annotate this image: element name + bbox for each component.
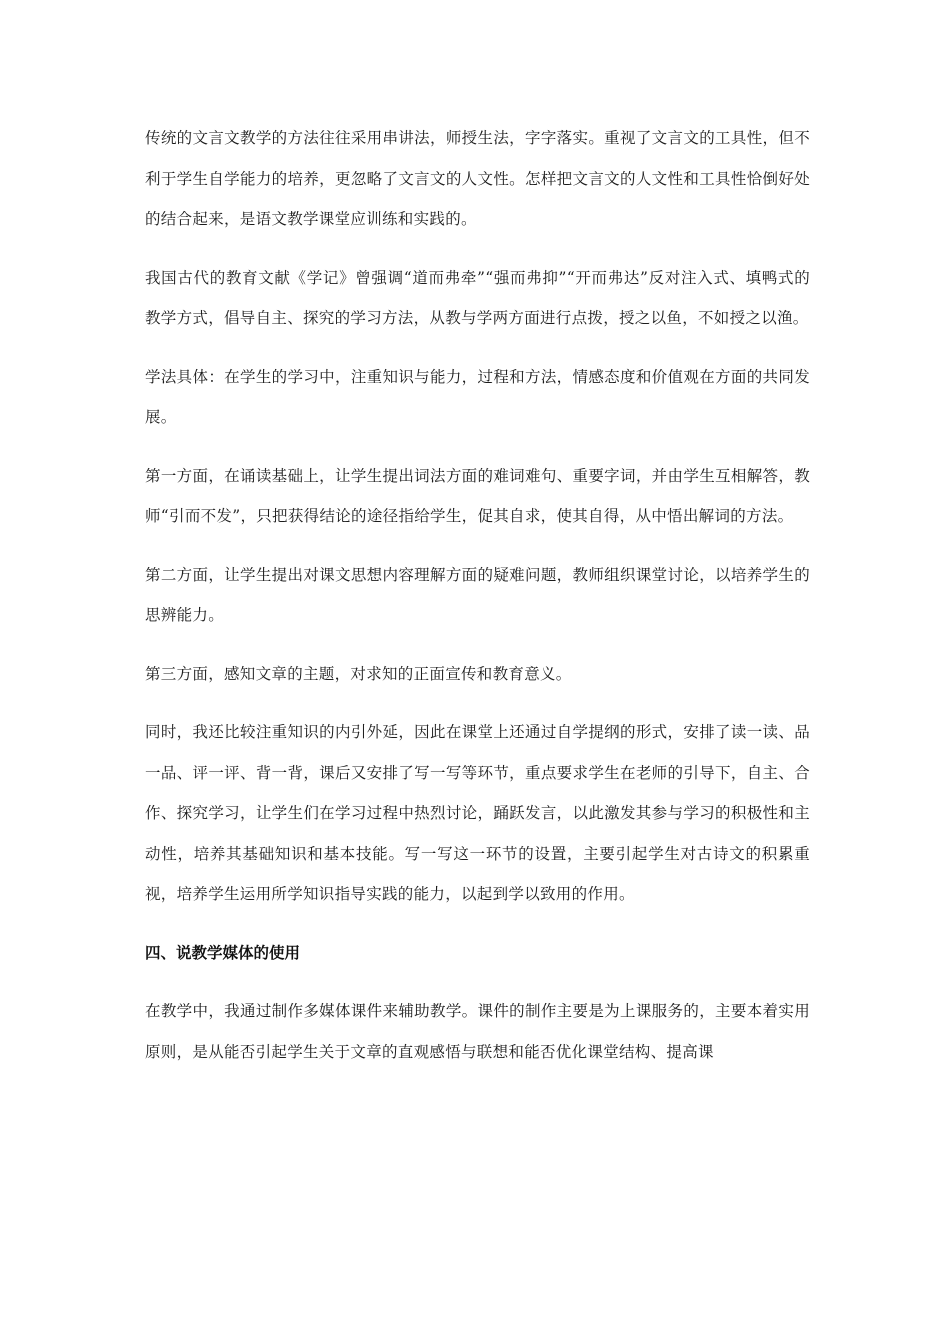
paragraph-multimedia: 在教学中，我通过制作多媒体课件来辅助教学。课件的制作主要是为上课服务的，主要本着实用原则，是从能否引起学生关于文章的直观感悟与联想和能否优化课堂结构、提高课 <box>145 1002 810 1061</box>
paragraph-second-aspect: 第二方面，让学生提出对课文思想内容理解方面的疑难问题，教师组织课堂讨论，以培养学生的思辨能力。 <box>145 565 810 624</box>
paragraph-first-aspect: 第一方面，在诵读基础上，让学生提出词法方面的难词难句、重要字词，并由学生互相解答，教师“引而不发”，只把获得结论的途径指给学生，促其自求，使其自得，从中悟出解词的方法。 <box>145 466 810 525</box>
document-body <box>145 118 810 1090</box>
section-heading-media: 四、说教学媒体的使用 <box>145 943 301 962</box>
paragraph-study-method: 学法具体：在学生的学习中，注重知识与能力，过程和方法，情感态度和价值观在方面的共同发展。 <box>145 367 810 426</box>
paragraph-third-aspect: 第三方面，感知文章的主题，对求知的正面宣传和教育意义。 <box>145 664 572 683</box>
paragraph-xueji-quote: 我国古代的教育文献《学记》曾强调“道而弗牵”“强而弗抑”“开而弗达”反对注入式、填鸭式的教学方式，倡导自主、探究的学习方法，从教与学两方面进行点拨，授之以鱼，不如授之以渔。 <box>145 268 810 327</box>
paragraph-traditional-method: 传统的文言文教学的方法往往采用串讲法，师授生法，字字落实。重视了文言文的工具性，但不利于学生自学能力的培养，更忽略了文言文的人文性。怎样把文言文的人文性和工具性恰倒好处的结合起来，是语文教学课堂应训练和实践的。 <box>145 129 810 228</box>
paragraph-extension: 同时，我还比较注重知识的内引外延，因此在课堂上还通过自学提纲的形式，安排了读一读、品一品、评一评、背一背，课后又安排了写一写等环节，重点要求学生在老师的引导下，自主、合作、探究学习，让学生们在学习过程中热烈讨论，踊跃发言，以此激发其参与学习的积极性和主动性，培养其基础知识和基本技能。写一写这一环节的设置，主要引起学生对古诗文的积累重视，培养学生运用所学知识指导实践的能力，以起到学以致用的作用。 <box>145 723 810 903</box>
